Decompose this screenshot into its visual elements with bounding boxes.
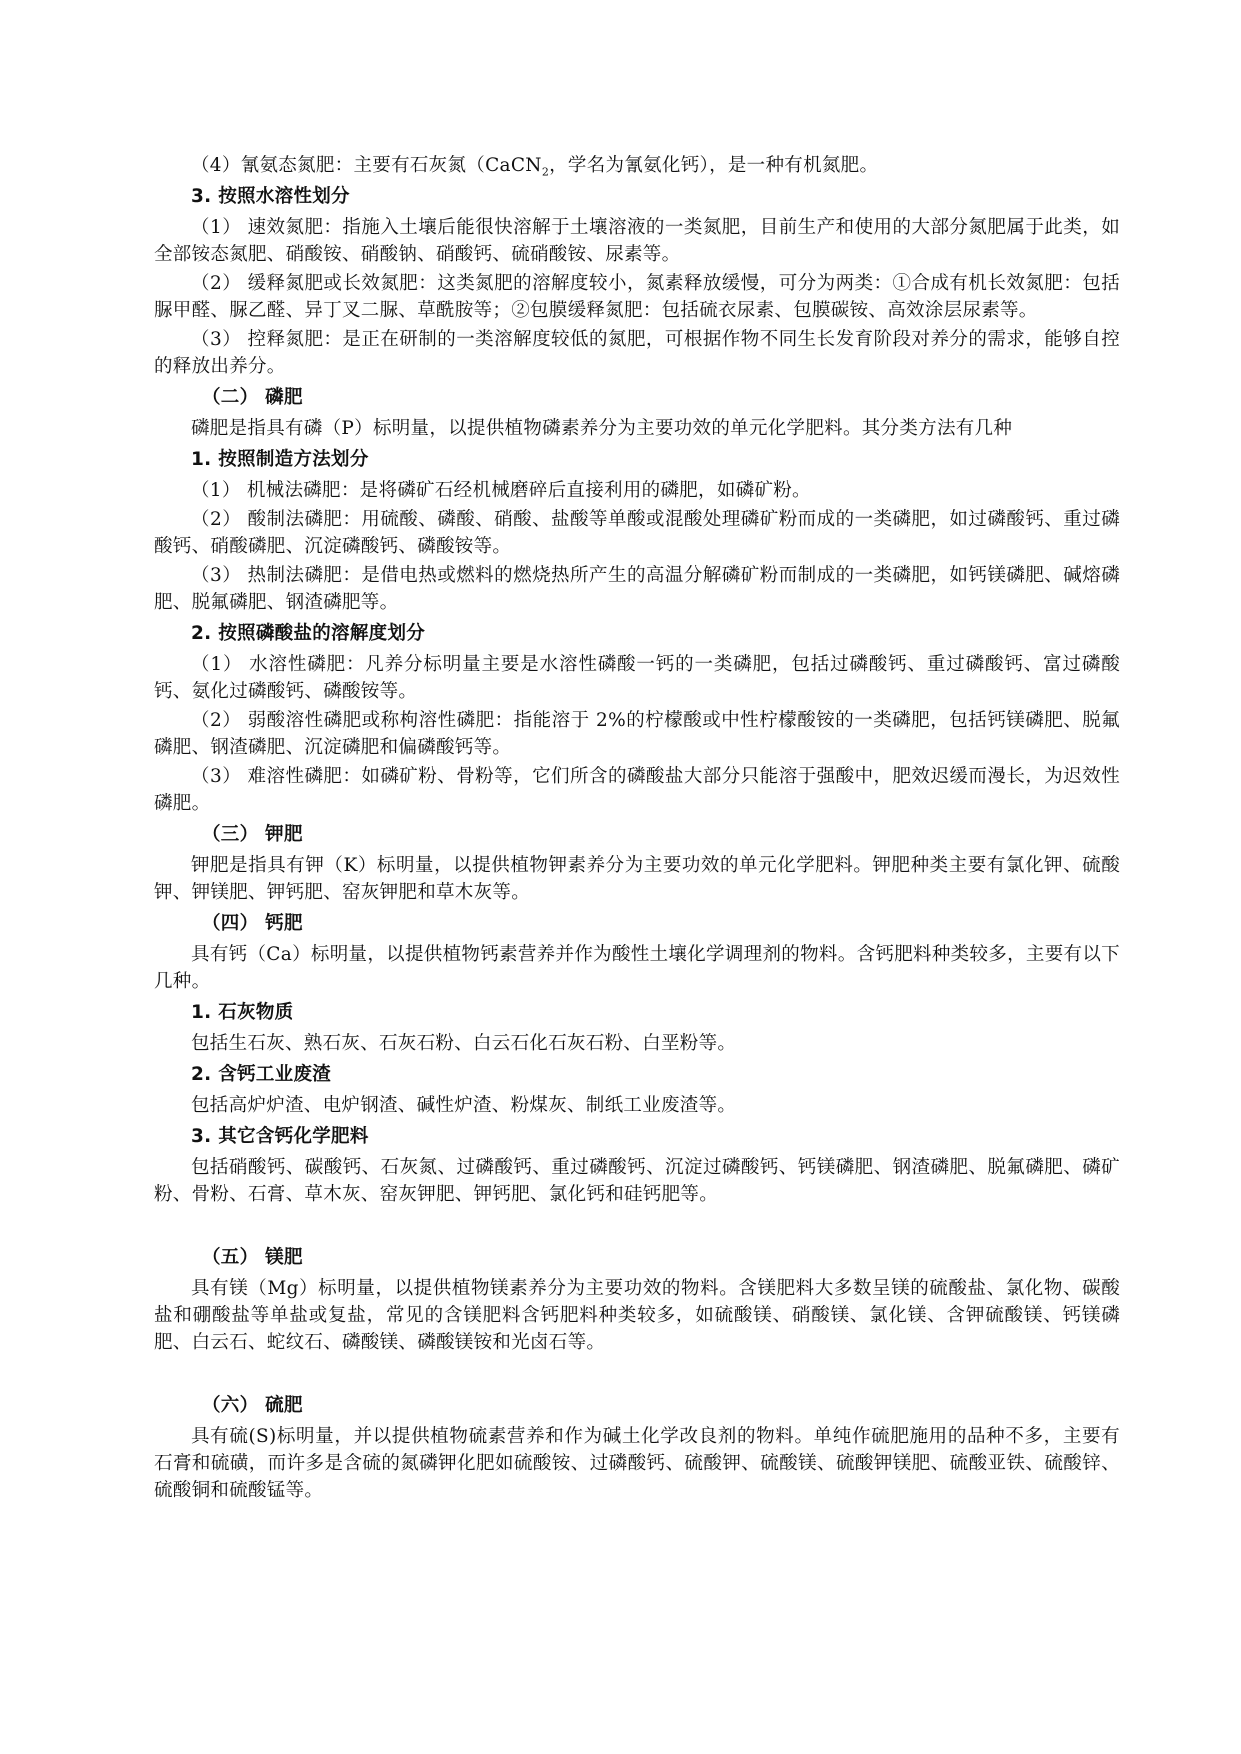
heading-other-calcium: 3. 其它含钙化学肥料 xyxy=(191,1126,369,1147)
paragraph-magnesium: 具有镁（Mg）标明量，以提供植物镁素养分为主要功效的物料。含镁肥料大多数呈镁的硫酸盐、氯化物、碳酸盐和硼酸盐等单盐或复盐，常见的含镁肥料含钙肥料种类较多，如硫酸镁、硝酸镁、氯化镁、含钾硫酸镁、钙镁磷肥、白云石、蛇纹石、磷酸镁、磷酸镁铵和光卤石等。 xyxy=(154,1278,1120,1353)
heading-phosphate-fertilizer: （二） 磷肥 xyxy=(202,387,303,408)
paragraph-calcium-intro: 具有钙（Ca）标明量，以提供植物钙素营养并作为酸性土壤化学调理剂的物料。含钙肥料种类较多，主要有以下几种。 xyxy=(154,944,1120,992)
paragraph-industrial-slag: 包括高炉炉渣、电炉钢渣、碱性炉渣、粉煤灰、制纸工业废渣等。 xyxy=(191,1095,737,1116)
paragraph-phosphate-intro: 磷肥是指具有磷（P）标明量，以提供植物磷素养分为主要功效的单元化学肥料。其分类方法有几种 xyxy=(191,418,1013,439)
heading-industrial-slag: 2. 含钙工业废渣 xyxy=(191,1064,332,1085)
heading-potassium-fertilizer: （三） 钾肥 xyxy=(202,824,303,845)
paragraph-acid-phosphate: （2） 酸制法磷肥：用硫酸、磷酸、硝酸、盐酸等单酸或混酸处理磷矿粉而成的一类磷肥，如过磷酸钙、重过磷酸钙、硝酸磷肥、沉淀磷酸钙、磷酸铵等。 xyxy=(154,509,1120,557)
paragraph-fast-acting-nitrogen: （1） 速效氮肥：指施入土壤后能很快溶解于土壤溶液的一类氮肥，目前生产和使用的大部分氮肥属于此类，如全部铵态氮肥、硝酸铵、硝酸钠、硝酸钙、硫硝酸铵、尿素等。 xyxy=(154,217,1120,265)
spacer xyxy=(154,1210,1120,1240)
heading-calcium-fertilizer: （四） 钙肥 xyxy=(202,913,303,934)
paragraph-water-soluble-phosphate: （1） 水溶性磷肥：凡养分标明量主要是水溶性磷酸一钙的一类磷肥，包括过磷酸钙、重过磷酸钙、富过磷酸钙、氨化过磷酸钙、磷酸铵等。 xyxy=(154,654,1120,702)
heading-lime-materials: 1. 石灰物质 xyxy=(191,1002,294,1023)
paragraph-insoluble-phosphate: （3） 难溶性磷肥：如磷矿粉、骨粉等，它们所含的磷酸盐大部分只能溶于强酸中，肥效迟缓而漫长，为迟效性磷肥。 xyxy=(154,766,1120,814)
paragraph-lime-materials: 包括生石灰、熟石灰、石灰石粉、白云石化石灰石粉、白垩粉等。 xyxy=(191,1033,737,1054)
paragraph-cyanamide-text-post: ，学名为氰氨化钙），是一种有机氮肥。 xyxy=(549,155,879,176)
heading-magnesium-fertilizer: （五） 镁肥 xyxy=(202,1247,303,1268)
paragraph-controlled-release-nitrogen: （3） 控释氮肥：是正在研制的一类溶解度较低的氮肥，可根据作物不同生长发育阶段对养分的需求，能够自控的释放出养分。 xyxy=(154,329,1120,377)
paragraph-sulfur: 具有硫(S)标明量，并以提供植物硫素营养和作为碱土化学改良剂的物料。单纯作硫肥施用的品种不多，主要有石膏和硫磺，而许多是含硫的氮磷钾化肥如硫酸铵、过磷酸钙、硫酸钾、硫酸镁、硫酸钾镁肥、硫酸亚铁、硫酸锌、硫酸铜和硫酸锰等。 xyxy=(154,1426,1120,1501)
subscript-2: 2 xyxy=(541,165,550,179)
document-body xyxy=(154,152,1120,1506)
paragraph-citrate-soluble-phosphate: （2） 弱酸溶性磷肥或称枸溶性磷肥：指能溶于 2%的柠檬酸或中性柠檬酸铵的一类磷肥，包括钙镁磷肥、脱氟磷肥、钢渣磷肥、沉淀磷肥和偏磷酸钙等。 xyxy=(154,710,1120,758)
paragraph-potassium: 钾肥是指具有钾（K）标明量，以提供植物钾素养分为主要功效的单元化学肥料。钾肥种类主要有氯化钾、硫酸钾、钾镁肥、钾钙肥、窑灰钾肥和草木灰等。 xyxy=(154,855,1120,903)
heading-phosphate-solubility: 2. 按照磷酸盐的溶解度划分 xyxy=(191,623,426,644)
heading-manufacturing-method: 1. 按照制造方法划分 xyxy=(191,449,369,470)
paragraph-thermal-phosphate: （3） 热制法磷肥：是借电热或燃料的燃烧热所产生的高温分解磷矿粉而制成的一类磷肥，如钙镁磷肥、碱熔磷肥、脱氟磷肥、钢渣磷肥等。 xyxy=(154,565,1120,613)
heading-sulfur-fertilizer: （六） 硫肥 xyxy=(202,1395,303,1416)
paragraph-cyanamide-text-pre: （4）氰氨态氮肥：主要有石灰氮（CaCN xyxy=(191,155,542,176)
paragraph-cyanamide-nitrogen xyxy=(154,152,1120,179)
paragraph-other-calcium: 包括硝酸钙、碳酸钙、石灰氮、过磷酸钙、重过磷酸钙、沉淀过磷酸钙、钙镁磷肥、钢渣磷肥、脱氟磷肥、磷矿粉、骨粉、石膏、草木灰、窑灰钾肥、钾钙肥、氯化钙和硅钙肥等。 xyxy=(154,1157,1120,1205)
paragraph-slow-release-nitrogen: （2） 缓释氮肥或长效氮肥：这类氮肥的溶解度较小，氮素释放缓慢，可分为两类：①合成有机长效氮肥：包括脲甲醛、脲乙醛、异丁叉二脲、草酰胺等；②包膜缓释氮肥：包括硫衣尿素、包膜碳铵、高效涂层尿素等。 xyxy=(154,273,1120,321)
heading-water-solubility: 3. 按照水溶性划分 xyxy=(191,186,350,207)
paragraph-mechanical-phosphate: （1） 机械法磷肥：是将磷矿石经机械磨碎后直接利用的磷肥，如磷矿粉。 xyxy=(191,480,811,501)
spacer xyxy=(154,1358,1120,1388)
